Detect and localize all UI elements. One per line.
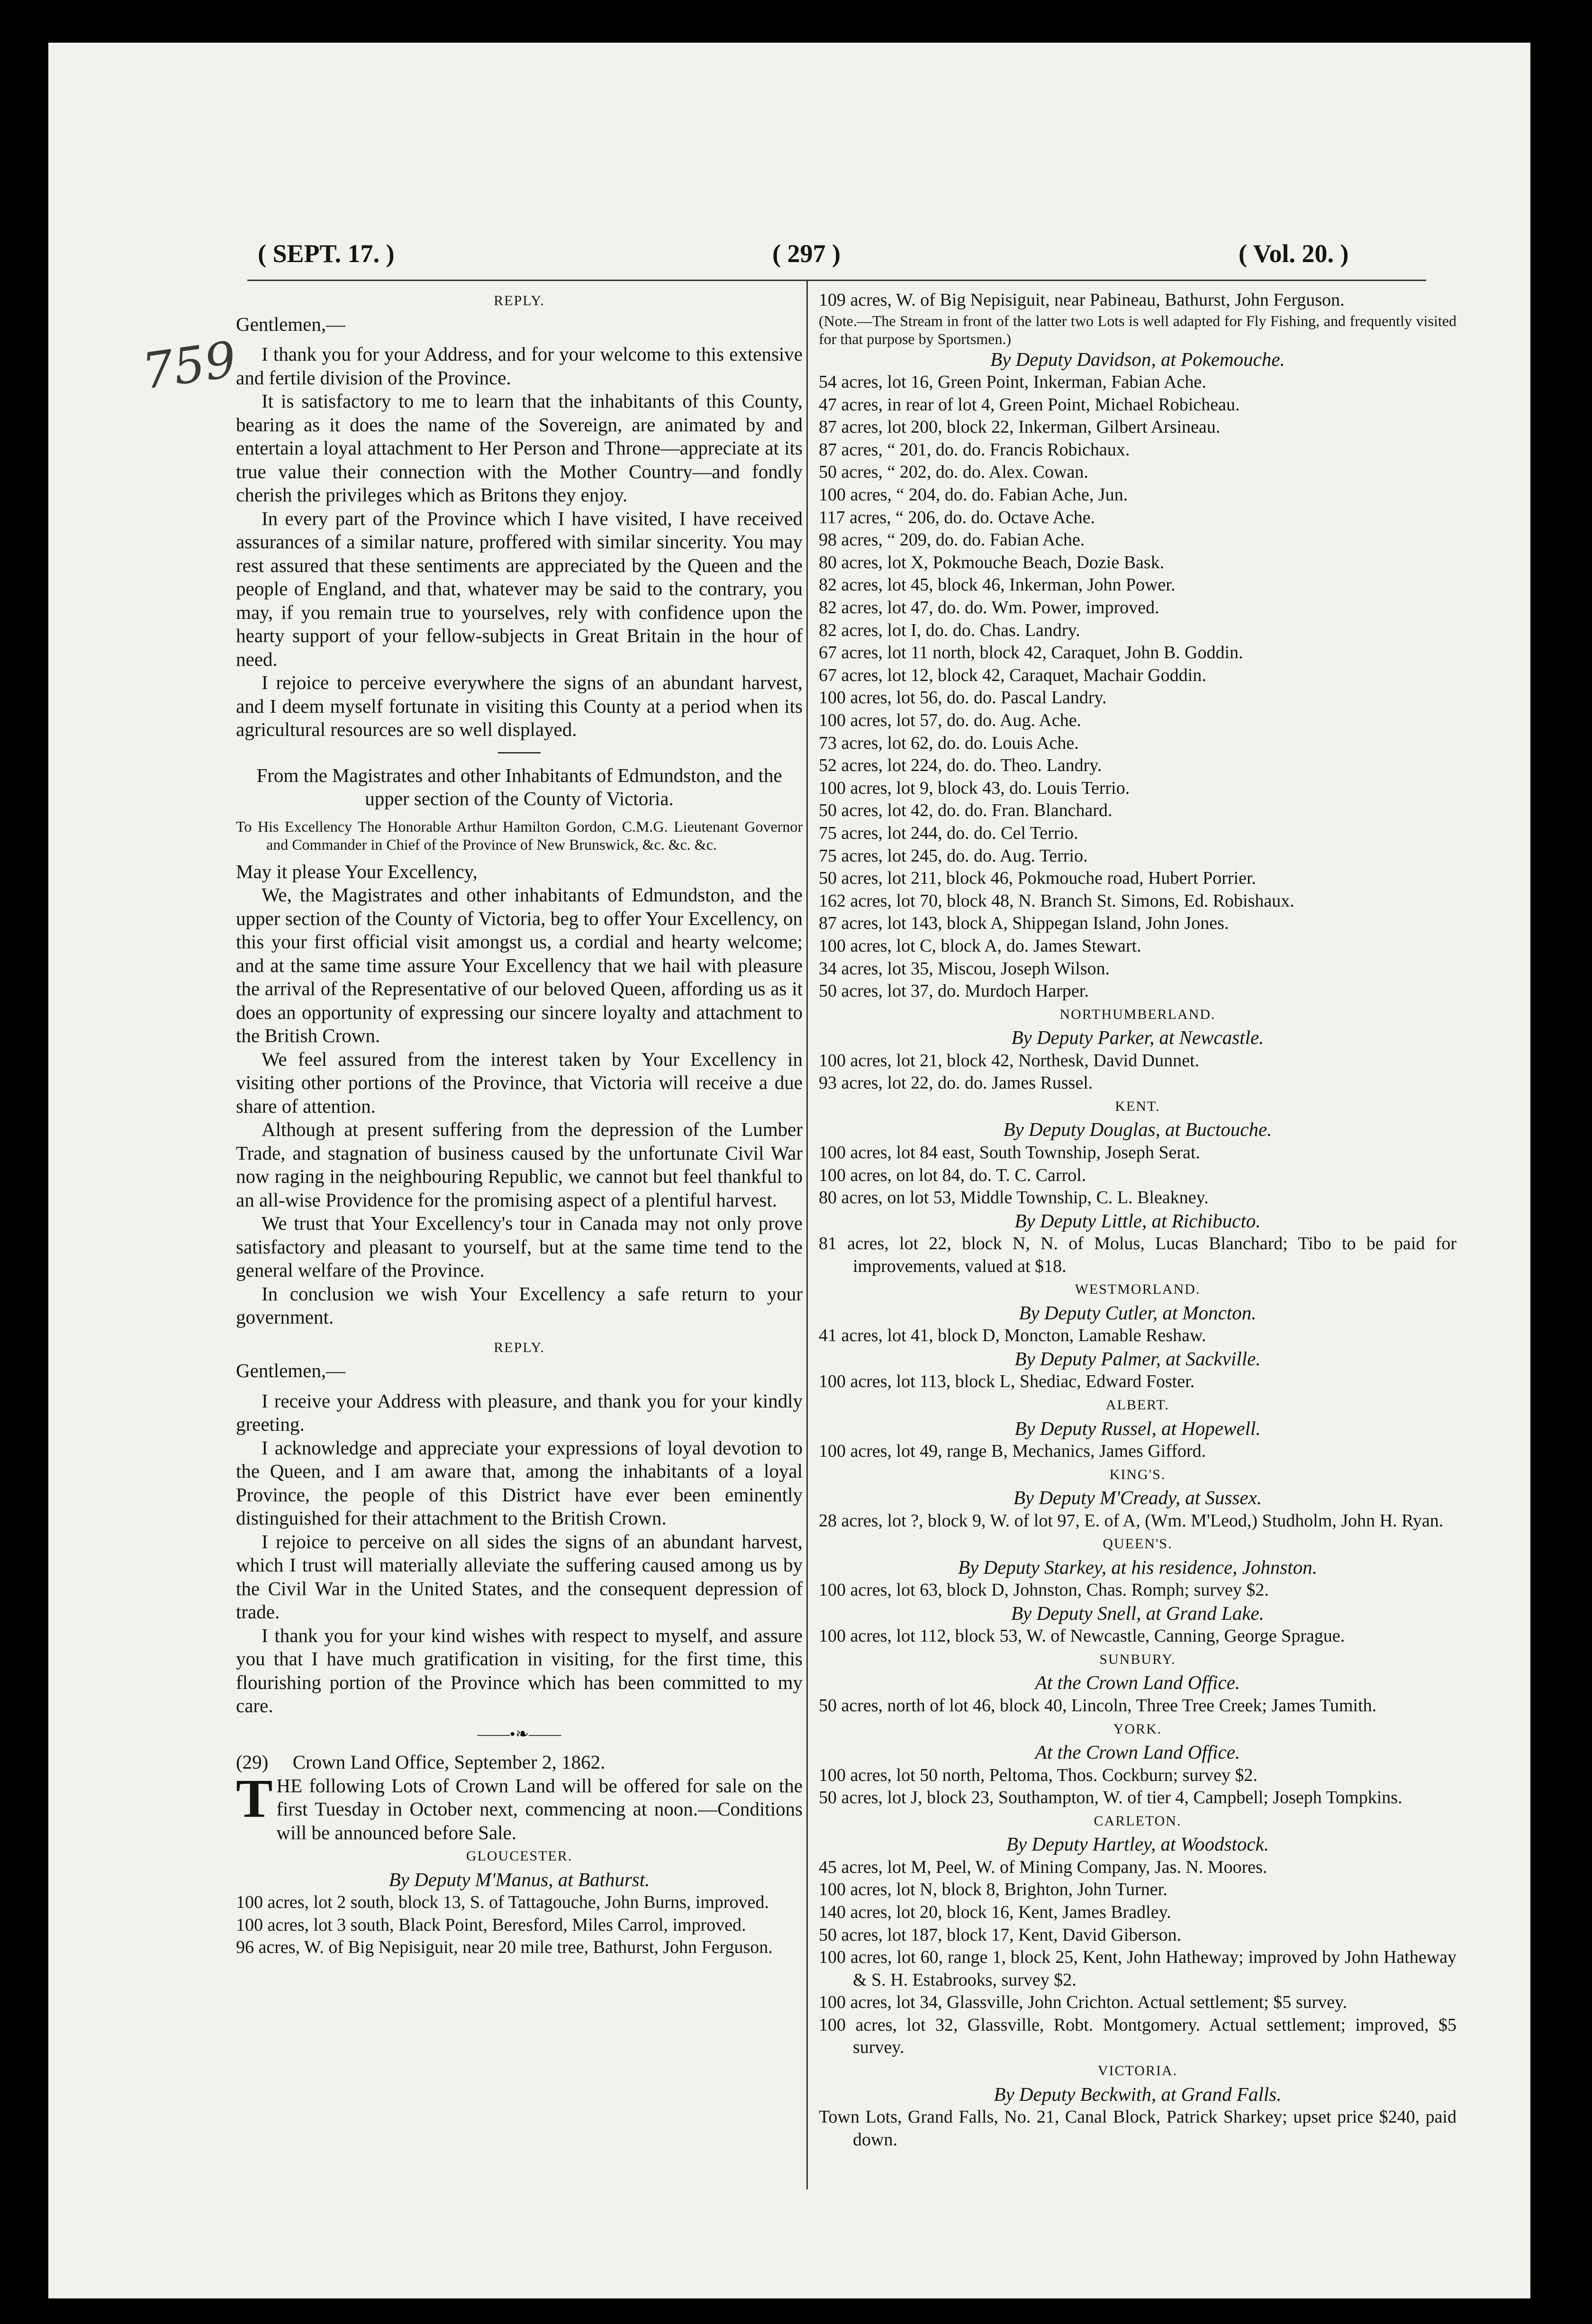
lot-entry: 100 acres, lot 113, block L, Shediac, Edward Foster. [819,1371,1195,1392]
lot-entry: 52 acres, lot 224, do. do. Theo. Landry. [819,755,1102,776]
lot-entry: 100 acres, lot 112, block 53, W. of Newcastle, Canning, George Sprague. [819,1626,1345,1646]
lot-list [819,1856,1456,2059]
lot-entry: 96 acres, W. of Big Nepisiguit, near 20 mile tree, Bathurst, John Ferguson. [236,1937,773,1958]
deputy-line: At the Crown Land Office. [1035,1741,1240,1763]
drop-cap: T [236,1768,273,1829]
notice-office: Crown Land Office, September 2, 1862. [292,1751,606,1773]
reply-heading: REPLY. [494,293,545,309]
right-column [819,289,1456,2151]
lot-list [819,1440,1456,1463]
lot-entry: 100 acres, lot 50 north, Peltoma, Thos. Cockburn; survey $2. [819,1765,1257,1785]
notice-text-block [236,1768,803,1845]
paragraph: Although at present suffering from the depression of the Lumber Trade, and stagnation of business caused by the unfortunate Civil War now raging in the neighbouring Republic, we cannot but feel thankful to an all-wise Providence for the promising aspect of a plentiful harvest. [236,1118,803,1211]
lot-entry: 47 acres, in rear of lot 4, Green Point, Michael Robicheau. [819,394,1240,415]
lot-entry: 87 acres, “ 201, do. do. Francis Robichaux. [819,439,1130,460]
deputy-line: By Deputy M'Manus, at Bathurst. [389,1868,650,1890]
lot-entry: 28 acres, lot ?, block 9, W. of lot 97, E. of A, (Wm. M'Leod,) Studholm, John H. Ryan. [819,1510,1444,1531]
lot-entry: Town Lots, Grand Falls, No. 21, Canal Block, Patrick Sharkey; upset price $240, paid down. [819,2107,1456,2150]
lot-entry: 100 acres, lot 9, block 43, do. Louis Terrio. [819,778,1130,798]
lot-list [819,2106,1456,2151]
lot-entry: 81 acres, lot 22, block N, N. of Molus, Lucas Blanchard; Tibo to be paid for improvements, valued at $18. [819,1234,1456,1276]
county-heading: KING'S. [1109,1466,1166,1482]
paragraph: I acknowledge and appreciate your expressions of loyal devotion to the Queen, and I am aware that, among the inhabitants of a loyal Province, the people of this District have ever been eminently distinguished for their attachment to the British Crown. [236,1436,803,1529]
county-heading: SUNBURY. [1099,1651,1176,1667]
section-rule [498,752,541,753]
lot-entry: 100 acres, lot 56, do. do. Pascal Landry. [819,688,1107,708]
lot-entry: 87 acres, lot 143, block A, Shippegan Island, John Jones. [819,913,1229,934]
lot-entry: 80 acres, on lot 53, Middle Township, C. L. Bleakney. [819,1188,1209,1208]
lot-entry: 100 acres, lot 34, Glassville, John Crichton. Actual settlement; $5 survey. [819,1992,1348,2013]
left-column [236,289,803,1959]
lot-list [819,1695,1456,1717]
lot-entry: 100 acres, lot 63, block D, Johnston, Chas. Romph; survey $2. [819,1580,1269,1600]
lot-entry: 100 acres, lot 2 south, block 13, S. of Tattagouche, John Burns, improved. [236,1892,769,1912]
deputy-line: By Deputy Cutler, at Moncton. [1019,1301,1257,1324]
notice-number: (29) [236,1751,269,1773]
lot-list [819,1325,1456,1347]
deputy-line: By Deputy Snell, at Grand Lake. [1011,1602,1265,1624]
county-heading: WESTMORLAND. [1075,1281,1201,1298]
lot-entry: 100 acres, lot 3 south, Black Point, Beresford, Miles Carrol, improved. [236,1915,746,1935]
lot-entry: 100 acres, “ 204, do. do. Fabian Ache, Jun. [819,485,1128,505]
lot-entry: 100 acres, lot C, block A, do. James Stewart. [819,935,1141,956]
lot-list [819,1510,1456,1533]
lot-list [819,1579,1456,1602]
paragraph: We, the Magistrates and other inhabitants of Edmundston, and the upper section of the County of Victoria, beg to offer Your Excellency, on this your first official visit amongst us, a cordial and hearty welcome; and at the same time assure Your Excellency that we hail with pleasure the arrival of the Representative of our beloved Queen, affording us as it does an opportunity of expressing our sincere loyalty and attachment to the British Crown. [236,884,803,1046]
lot-entry: 162 acres, lot 70, block 48, N. Branch St. Simons, Ed. Robishaux. [819,890,1294,911]
lot-entry: 67 acres, lot 12, block 42, Caraquet, Machair Goddin. [819,665,1206,685]
deputy-line: By Deputy Douglas, at Buctouche. [1003,1118,1272,1141]
deputy-line: At the Crown Land Office. [1035,1671,1240,1694]
ornament-divider: ——•❧—— [477,1725,561,1743]
paragraph: I thank you for your Address, and for your welcome to this extensive and fertile division of the Province. [236,343,803,389]
deputy-line: By Deputy Beckwith, at Grand Falls. [994,2083,1282,2105]
lot-entry: 100 acres, lot 49, range B, Mechanics, James Gifford. [819,1441,1206,1462]
lot-entry: 100 acres, lot N, block 8, Brighton, John Turner. [819,1879,1167,1900]
paragraph: I rejoice to perceive on all sides the signs of an abundant harvest, which I trust will materially alleviate the suffering caused among us by the Civil War in the United States, and the consequent depression of trade. [236,1530,803,1623]
paragraph: In conclusion we wish Your Excellency a safe return to your government. [236,1282,803,1328]
notice-text: HE following Lots of Crown Land will be offered for sale on the first Tuesday in October next, commencing at noon.—Conditions will be announced before Sale. [276,1774,803,1843]
county-heading: ALBERT. [1105,1397,1170,1413]
paragraph: I receive your Address with pleasure, and thank you for your kindly greeting. [236,1389,803,1435]
salutation: May it please Your Excellency, [236,860,478,882]
margin-note: 759 [138,330,240,401]
deputy-line: By Deputy M'Cready, at Sussex. [1013,1487,1262,1509]
deputy-line: By Deputy Parker, at Newcastle. [1011,1026,1264,1049]
lot-entry: 50 acres, lot 42, do. do. Fran. Blanchard. [819,800,1113,821]
lot-entry: 41 acres, lot 41, block D, Moncton, Lamable Reshaw. [819,1325,1206,1346]
lot-list [819,1233,1456,1278]
lot-entry: 67 acres, lot 11 north, block 42, Caraquet, John B. Goddin. [819,643,1243,663]
paragraph: I rejoice to perceive everywhere the signs of an abundant harvest, and I deem myself fortunate in visiting this County at a period when its agricultural resources are so well displayed. [236,672,803,740]
lot-entry: 75 acres, lot 244, do. do. Cel Terrio. [819,823,1078,843]
lot-entry: 100 acres, lot 84 east, South Township, Joseph Serat. [819,1142,1201,1162]
paragraph: We trust that Your Excellency's tour in Canada may not only prove satisfactory and pleasant to yourself, but at the same time tend to the general welfare of the Province. [236,1212,803,1281]
lot-list [819,1371,1456,1393]
notice-line [236,1751,803,1774]
lot-entry: 80 acres, lot X, Pokmouche Beach, Dozie Bask. [819,552,1165,572]
lot-entry: 50 acres, lot 187, block 17, Kent, David Giberson. [819,1925,1182,1945]
lot-list [819,1625,1456,1648]
lot-entry: 82 acres, lot 45, block 46, Inkerman, John Power. [819,575,1176,595]
reply-heading: REPLY. [494,1339,545,1355]
header-date: ( SEPT. 17. ) [258,239,395,268]
county-heading: QUEEN'S. [1103,1536,1173,1552]
lot-entry: 73 acres, lot 62, do. do. Louis Ache. [819,733,1079,753]
lot-entry: 100 acres, on lot 84, do. T. C. Carrol. [819,1165,1086,1185]
address-recipient: To His Excellency The Honorable Arthur Hamilton Gordon, C.M.G. Lieutenant Governor and Commander in Chief of the Province of New Brunswick, &c. &c. &c. [236,817,803,853]
header-volume: ( Vol. 20. ) [1239,239,1349,268]
lot-entry: 100 acres, lot 32, Glassville, Robt. Montgomery. Actual settlement; improved, $5 survey. [819,2015,1456,2058]
county-heading: GLOUCESTER. [466,1848,573,1864]
header-rule [247,280,1426,281]
deputy-line: By Deputy Russel, at Hopewell. [1014,1417,1261,1439]
deputy-line: By Deputy Starkey, at his residence, Johnston. [958,1556,1317,1578]
lot-entry: 34 acres, lot 35, Miscou, Joseph Wilson. [819,958,1110,979]
lot-list [819,1050,1456,1095]
lot-entry: 54 acres, lot 16, Green Point, Inkerman, Fabian Ache. [819,372,1206,392]
lot-entry: 100 acres, lot 60, range 1, block 25, Kent, John Hatheway; improved by John Hatheway & S. H. Estabrooks, survey $2. [819,1947,1456,1990]
county-heading: KENT. [1115,1098,1160,1114]
header-page-number: ( 297 ) [772,239,841,268]
deputy-line: By Deputy Davidson, at Pokemouche. [990,348,1285,370]
lot-entry: 117 acres, “ 206, do. do. Octave Ache. [819,507,1095,527]
lot-entry: 75 acres, lot 245, do. do. Aug. Terrio. [819,845,1088,866]
salutation: Gentlemen,— [236,313,346,335]
deputy-line: By Deputy Hartley, at Woodstock. [1006,1833,1269,1855]
paragraph: In every part of the Province which I have visited, I have received assurances of a similar nature, proffered with similar sincerity. You may rest assured that these sentiments are appreciated by the Queen and the people of England, and that, whatever may be said to the contrary, you may, if you remain true to yourselves, rely with confidence upon the hearty support of your fellow-subjects in Great Britain in the hour of need. [236,507,803,670]
lot-entry: 140 acres, lot 20, block 16, Kent, James Bradley. [819,1902,1171,1922]
lot-entry: 50 acres, north of lot 46, block 40, Lincoln, Three Tree Creek; James Tumith. [819,1695,1377,1716]
salutation: Gentlemen,— [236,1360,346,1381]
column-divider [806,280,808,2189]
lot-entry: 50 acres, lot 37, do. Murdoch Harper. [819,981,1089,1001]
lot-list [819,1142,1456,1209]
county-heading: CARLETON. [1094,1813,1182,1829]
lot-entry: 109 acres, W. of Big Nepisiguit, near Pabineau, Bathurst, John Ferguson. [819,290,1345,310]
lot-entry: 50 acres, lot J, block 23, Southampton, W. of tier 4, Campbell; Joseph Tompkins. [819,1788,1402,1808]
lot-entry: 100 acres, lot 57, do. do. Aug. Ache. [819,710,1082,730]
lot-entry: 82 acres, lot 47, do. do. Wm. Power, improved. [819,598,1159,618]
lot-entry: 50 acres, “ 202, do. do. Alex. Cowan. [819,462,1088,482]
deputy-line: By Deputy Little, at Richibucto. [1014,1209,1261,1232]
lot-list [819,1764,1456,1809]
lot-entry: 98 acres, “ 209, do. do. Fabian Ache. [819,530,1085,550]
county-heading: NORTHUMBERLAND. [1059,1006,1216,1022]
lot-list [819,371,1456,1003]
county-heading: VICTORIA. [1097,2063,1178,2079]
paragraph: I thank you for your kind wishes with respect to myself, and assure you that I have much gratification in visiting, for the first time, this flourishing portion of the Province which has been committed to my care. [236,1624,803,1716]
lot-entry: 45 acres, lot M, Peel, W. of Mining Company, Jas. N. Moores. [819,1857,1267,1877]
address-title: From the Magistrates and other Inhabitants of Edmundston, and the upper section of the County of Victoria. [256,764,782,809]
lot-entry: 100 acres, lot 21, block 42, Northesk, David Dunnet. [819,1050,1200,1071]
lot-entry: 93 acres, lot 22, do. do. James Russel. [819,1073,1093,1093]
lot-entry: 87 acres, lot 200, block 22, Inkerman, Gilbert Arsineau. [819,417,1221,437]
county-heading: YORK. [1113,1721,1162,1737]
deputy-line: By Deputy Palmer, at Sackville. [1014,1347,1261,1370]
note: (Note.—The Stream in front of the latter two Lots is well adapted for Fly Fishing, and frequently visited for that purpose by Sportsmen.) [819,312,1456,347]
paragraph: It is satisfactory to me to learn that the inhabitants of this County, bearing as it does the name of the Sovereign, are animated by and entertain a loyal attachment to Her Person and Throne—appreciate at its true value their connection with the Mother Country—and fondly cherish the privileges which as Britons they enjoy. [236,390,803,506]
newspaper-page [48,43,1530,2298]
lot-entry: 82 acres, lot I, do. do. Chas. Landry. [819,620,1080,640]
paragraph: We feel assured from the interest taken by Your Excellency in visiting other portions of the Province, that Victoria will receive a due share of attention. [236,1048,803,1117]
lot-entry: 50 acres, lot 211, block 46, Pokmouche road, Hubert Porrier. [819,868,1257,889]
